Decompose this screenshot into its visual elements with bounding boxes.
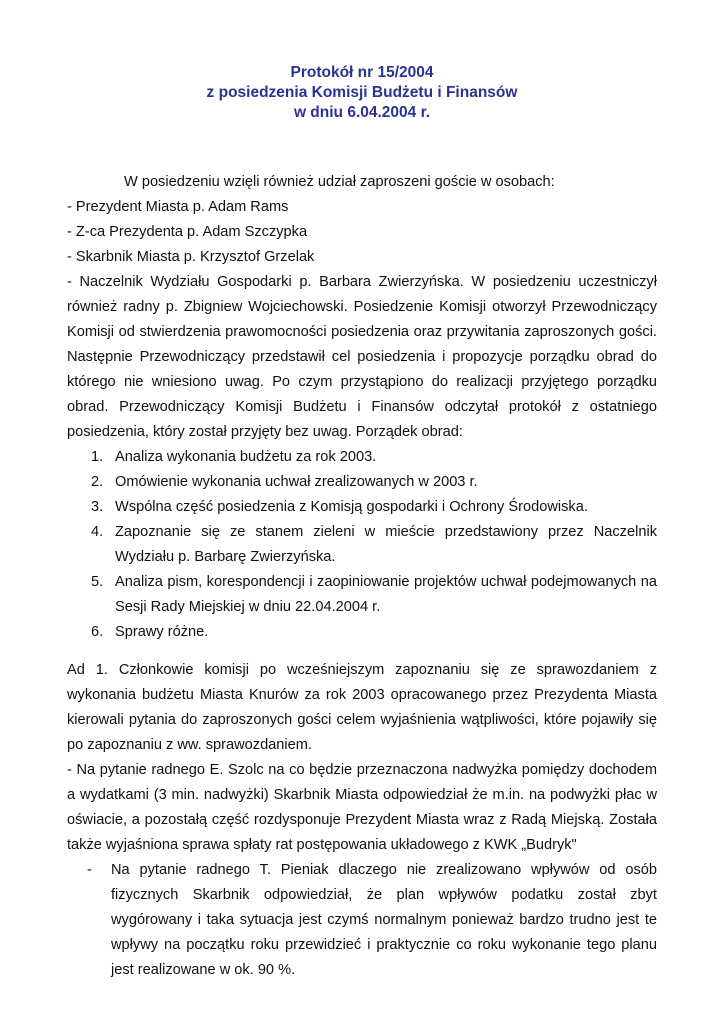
guest-item: - Prezydent Miasta p. Adam Rams: [67, 199, 289, 215]
paragraph-szolc: - Na pytanie radnego E. Szolc na co będzie przeznaczona nadwyżka pomiędzy dochodem a wydatkami (3 min. nadwyżki) Skarbnik Miasta odpowiedział że m.in. na podwyżki płac w oświacie, a pozostałą część rozdysponuje Prezydent Miasta wraz z Radą Miejską. Została także wyjaśniona sprawa spłaty rat postępowania układowego z KWK „Budryk": [67, 762, 657, 853]
guest-item: - Skarbnik Miasta p. Krzysztof Grzelak: [67, 249, 315, 265]
paragraph-spacer: [67, 645, 657, 658]
agenda-text: Zapoznanie się ze stanem zieleni w mieście przedstawiony przez Naczelnik Wydziału p. Barbarę Zwierzyńska.: [115, 524, 657, 565]
agenda-number: 6.: [91, 624, 104, 640]
agenda-item: [67, 520, 657, 570]
agenda-number: 5.: [91, 574, 104, 590]
agenda-item: [67, 495, 657, 520]
agenda-item: [67, 445, 657, 470]
agenda-number: 4.: [91, 524, 104, 540]
agenda-number: 3.: [91, 499, 104, 515]
agenda-item: [67, 570, 657, 620]
agenda-item: [67, 620, 657, 645]
paragraph-meeting: - Naczelnik Wydziału Gospodarki p. Barbara Zwierzyńska. W posiedzeniu uczestniczył również radny p. Zbigniew Wojciechowski. Posiedzenie Komisji otworzył Przewodniczący Komisji od stwierdzenia prawomocności posiedzenia oraz przywitania zaproszonych gości. Następnie Przewodniczący przedstawił cel posiedzenia i propozycje porządku obrad do którego nie wniesiono uwag. Po czym przystąpiono do realizacji przyjętego porządku obrad. Przewodniczący Komisji Budżetu i Finansów odczytał protokół z ostatniego posiedzenia, który został przyjęty bez uwag. Porządek obrad:: [67, 274, 657, 440]
guest-item: - Z-ca Prezydenta p. Adam Szczypka: [67, 224, 308, 240]
agenda-list: [67, 445, 657, 645]
agenda-number: 1.: [91, 449, 104, 465]
agenda-number: 2.: [91, 474, 104, 490]
pieniak-text: Na pytanie radnego T. Pieniak dlaczego nie zrealizowano wpływów od osób fizycznych Skarbnik odpowiedział, że plan wpływów podatku został zbyt wygórowany i taka sytuacja jest czymś normalnym ponieważ bardzo trudno jest te wpływy na początku roku przewidzieć i praktycznie co roku wykonanie tego planu jest realizowane w ok. 90 %.: [111, 862, 657, 978]
agenda-text: Wspólna część posiedzenia z Komisją gospodarki i Ochrony Środowiska.: [115, 499, 588, 515]
agenda-text: Analiza pism, korespondencji i zaopiniowanie projektów uchwał podejmowanych na Sesji Rady Miejskiej w dniu 22.04.2004 r.: [115, 574, 657, 615]
dash-bullet: -: [87, 862, 92, 878]
paragraph-ad1: Ad 1. Członkowie komisji po wcześniejszym zapoznaniu się ze sprawozdaniem z wykonania budżetu Miasta Knurów za rok 2003 opracowanego przez Prezydenta Miasta kierowali pytania do zaproszonych gości celem wyjaśnienia wątpliwości, które pojawiły się po zapoznaniu z ww. sprawozdaniem.: [67, 662, 657, 753]
document-date: w dniu 6.04.2004 r.: [293, 104, 431, 121]
document-subtitle: z posiedzenia Komisji Budżetu i Finansów: [206, 84, 518, 101]
document-title: Protokół nr 15/2004: [290, 64, 434, 81]
agenda-text: Sprawy różne.: [115, 624, 209, 640]
agenda-item: [67, 470, 657, 495]
document-body: [67, 170, 657, 983]
paragraph-pieniak: [67, 858, 657, 983]
agenda-text: Omówienie wykonania uchwał zrealizowanych w 2003 r.: [115, 474, 478, 490]
intro-line: W posiedzeniu wzięli również udział zaproszeni goście w osobach:: [124, 174, 555, 190]
agenda-text: Analiza wykonania budżetu za rok 2003.: [115, 449, 377, 465]
